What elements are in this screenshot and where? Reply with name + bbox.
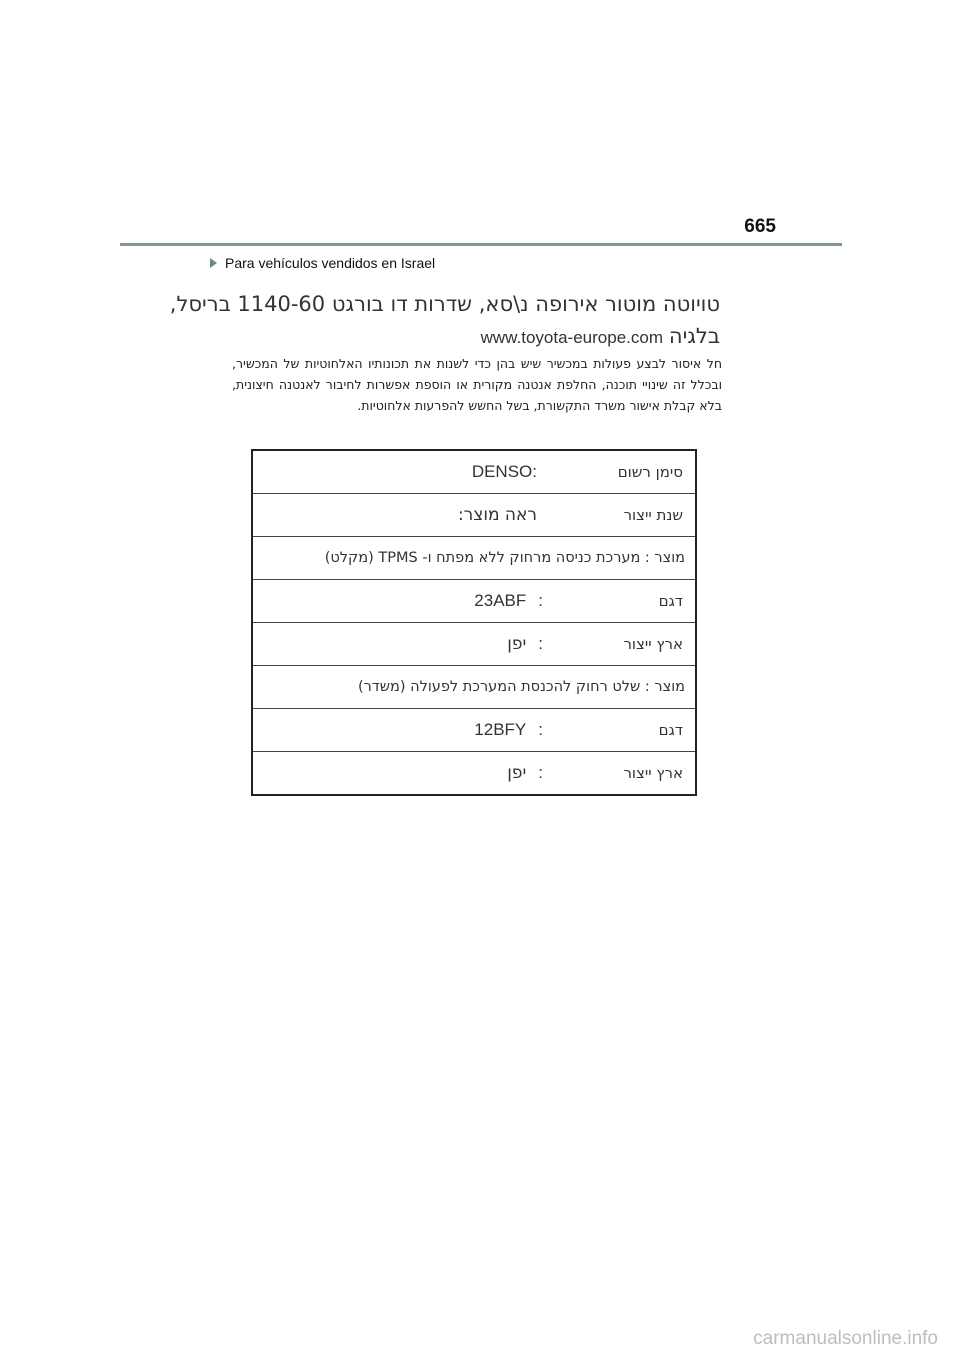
table-row-colon: : <box>538 591 543 610</box>
table-row <box>252 494 696 537</box>
page-number: 665 <box>744 216 776 237</box>
table-row <box>252 709 696 752</box>
table-row-value: ראה מוצר: <box>457 505 537 525</box>
table-row-colon: : <box>538 634 543 653</box>
table-row-colon: : <box>538 720 543 739</box>
table-row <box>252 752 696 796</box>
table-row-value: יפן <box>507 763 527 783</box>
table-row <box>252 580 696 623</box>
company-address: טויוטה מוטור אירופה נ\סא, שדרות דו בורגט 1140-60 בריסל, <box>169 292 720 316</box>
table-cell <box>252 450 696 494</box>
table-row-colon: : <box>538 763 543 782</box>
table-cell <box>252 580 696 623</box>
spec-table <box>251 449 697 796</box>
company-url: www.toyota-europe.com <box>480 328 663 347</box>
table-row-label: שנת ייצור <box>623 506 683 524</box>
company-country: בלגיה <box>668 324 720 348</box>
table-row-label: דגם <box>658 592 683 610</box>
table-row-value: 23ABF <box>474 591 527 610</box>
table-cell <box>252 666 696 709</box>
wireless-notice: חל איסור לבצע פעולות במכשיר שיש בהן כדי לשנות את תכונותיו האלחוטיות של המכשיר, ובכלל זה שינויי תוכנה, החלפת אנטנה מקורית או הוספת אפשרות לחיבור לאנטנה חיצונית, בלא קבלת אישור משרד התקשורת, בשל החשש להפרעות אלחוטיות. <box>232 356 722 413</box>
section-heading <box>210 255 435 271</box>
table-row-full-text: מוצר : שלט רחוק להכנסת המערכת לפעולה (משדר) <box>357 679 685 695</box>
table-cell <box>252 752 696 796</box>
company-block <box>169 288 720 354</box>
table-row <box>252 623 696 666</box>
table-cell <box>252 709 696 752</box>
table-row <box>252 450 696 494</box>
table-row <box>252 537 696 580</box>
header-rule <box>120 243 842 246</box>
section-heading-text: Para vehículos vendidos en Israel <box>225 255 436 271</box>
table-row-value: DENSO: <box>471 462 537 481</box>
triangle-bullet-icon <box>210 258 217 268</box>
watermark: carmanualsonline.info <box>753 1328 938 1349</box>
table-row-full-text: מוצר : מערכת כניסה מרחוק ללא מפתח ו- TPMS (מקלט) <box>324 550 685 566</box>
table-cell <box>252 537 696 580</box>
table-row-label: סימן רשום <box>617 463 683 481</box>
table-cell <box>252 494 696 537</box>
table-cell <box>252 623 696 666</box>
table-row-label: דגם <box>658 721 683 739</box>
table-row-label: ארץ ייצור <box>623 635 683 653</box>
table-row-value: יפן <box>507 634 527 654</box>
company-url-line <box>220 320 720 354</box>
table-row <box>252 666 696 709</box>
table-row-value: 12BFY <box>474 720 527 739</box>
table-row-label: ארץ ייצור <box>623 764 683 782</box>
